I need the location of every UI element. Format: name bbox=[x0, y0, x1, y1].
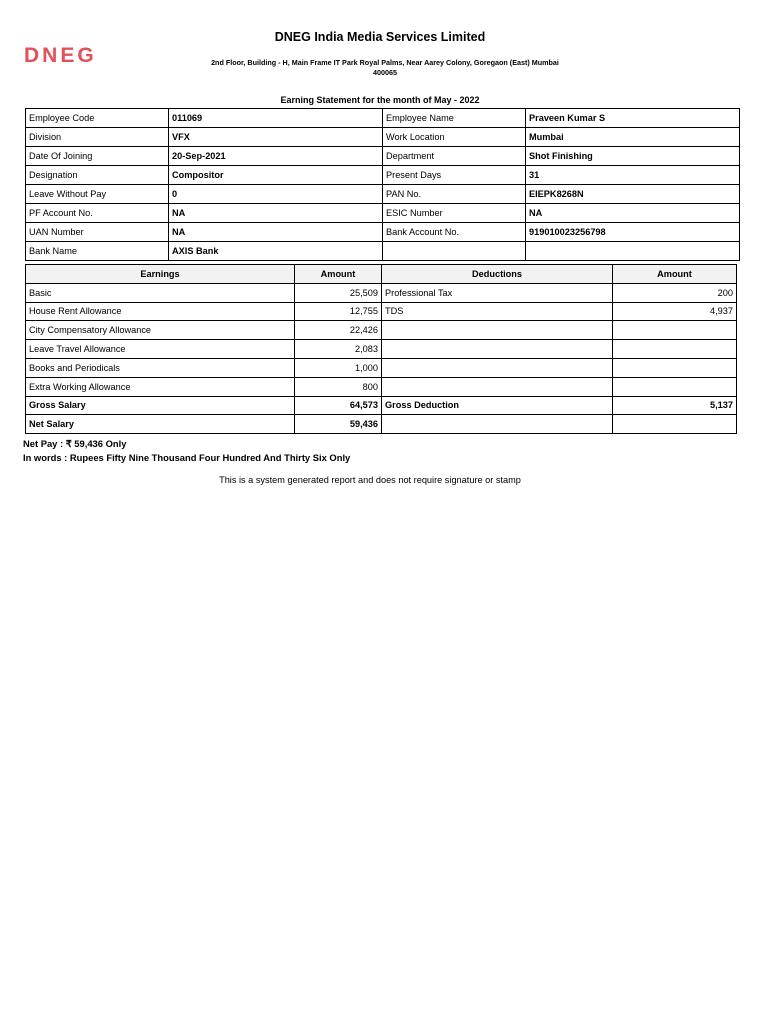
gross-row bbox=[26, 396, 737, 415]
info-label: Work Location bbox=[383, 128, 526, 147]
earning-amount: 800 bbox=[295, 377, 382, 396]
info-label: Employee Code bbox=[26, 109, 169, 128]
net-pay-summary bbox=[23, 437, 350, 465]
info-label: Division bbox=[26, 128, 169, 147]
net-salary-row bbox=[26, 415, 737, 434]
deduction-label bbox=[382, 358, 613, 377]
info-label: UAN Number bbox=[26, 223, 169, 242]
deduction-label: Gross Deduction bbox=[382, 396, 613, 415]
info-row bbox=[26, 204, 740, 223]
company-name: DNEG India Media Services Limited bbox=[274, 30, 486, 44]
info-value: Praveen Kumar S bbox=[526, 109, 740, 128]
earning-amount: 22,426 bbox=[295, 321, 382, 340]
earning-amount: 25,509 bbox=[295, 283, 382, 302]
earning-label: Leave Travel Allowance bbox=[26, 340, 295, 359]
info-row bbox=[26, 166, 740, 185]
info-value: Compositor bbox=[169, 166, 383, 185]
info-value: Shot Finishing bbox=[526, 147, 740, 166]
deduction-amount bbox=[613, 340, 737, 359]
info-value: NA bbox=[169, 223, 383, 242]
deduction-label bbox=[382, 377, 613, 396]
statement-title: Earning Statement for the month of May - 2022 bbox=[280, 95, 480, 105]
pay-row bbox=[26, 302, 737, 321]
info-value: AXIS Bank bbox=[169, 242, 383, 261]
info-value: EIEPK8268N bbox=[526, 185, 740, 204]
info-label: Bank Account No. bbox=[383, 223, 526, 242]
info-value: VFX bbox=[169, 128, 383, 147]
earning-amount: 12,755 bbox=[295, 302, 382, 321]
pay-row bbox=[26, 340, 737, 359]
earning-label: Books and Periodicals bbox=[26, 358, 295, 377]
earning-amount: 64,573 bbox=[295, 396, 382, 415]
earnings-header: Earnings bbox=[26, 265, 295, 284]
deduction-amount: 5,137 bbox=[613, 396, 737, 415]
deduction-amount: 200 bbox=[613, 283, 737, 302]
deduction-label bbox=[382, 340, 613, 359]
employee-info-table bbox=[25, 108, 740, 261]
earning-amount: 2,083 bbox=[295, 340, 382, 359]
deduction-label: TDS bbox=[382, 302, 613, 321]
pay-row bbox=[26, 283, 737, 302]
deduction-amount bbox=[613, 377, 737, 396]
info-row bbox=[26, 242, 740, 261]
earnings-deductions-table bbox=[25, 264, 737, 434]
address-line-2: 400065 bbox=[373, 68, 397, 77]
info-label: Designation bbox=[26, 166, 169, 185]
deductions-header: Deductions bbox=[382, 265, 613, 284]
deduction-label bbox=[382, 415, 613, 434]
info-value: NA bbox=[169, 204, 383, 223]
info-label bbox=[383, 242, 526, 261]
info-label: Present Days bbox=[383, 166, 526, 185]
deduction-label: Professional Tax bbox=[382, 283, 613, 302]
info-row bbox=[26, 185, 740, 204]
deduction-amount bbox=[613, 321, 737, 340]
info-value: 31 bbox=[526, 166, 740, 185]
deduction-amount: 4,937 bbox=[613, 302, 737, 321]
earning-label: Basic bbox=[26, 283, 295, 302]
net-pay-in-words: In words : Rupees Fifty Nine Thousand Four Hundred And Thirty Six Only bbox=[23, 452, 351, 463]
earning-label: Gross Salary bbox=[26, 396, 295, 415]
address-line-1: 2nd Floor, Building - H, Main Frame IT Park Royal Palms, Near Aarey Colony, Goregaon (East) Mumbai bbox=[211, 58, 559, 67]
deduction-label bbox=[382, 321, 613, 340]
info-label: Leave Without Pay bbox=[26, 185, 169, 204]
info-label: Department bbox=[383, 147, 526, 166]
earnings-amount-header: Amount bbox=[295, 265, 382, 284]
info-label: PAN No. bbox=[383, 185, 526, 204]
info-label: Date Of Joining bbox=[26, 147, 169, 166]
dneg-logo bbox=[24, 40, 100, 70]
info-row bbox=[26, 109, 740, 128]
deductions-amount-header: Amount bbox=[613, 265, 737, 284]
info-value: NA bbox=[526, 204, 740, 223]
company-address bbox=[170, 58, 600, 78]
pay-table-header bbox=[26, 265, 737, 284]
earning-label: Extra Working Allowance bbox=[26, 377, 295, 396]
pay-row bbox=[26, 321, 737, 340]
info-value: 919010023256798 bbox=[526, 223, 740, 242]
pay-row bbox=[26, 358, 737, 377]
deduction-amount bbox=[613, 415, 737, 434]
info-row bbox=[26, 147, 740, 166]
logo-text: DNEG bbox=[24, 44, 97, 67]
info-label: ESIC Number bbox=[383, 204, 526, 223]
info-value: 0 bbox=[169, 185, 383, 204]
info-value bbox=[526, 242, 740, 261]
earning-amount: 59,436 bbox=[295, 415, 382, 434]
earning-amount: 1,000 bbox=[295, 358, 382, 377]
info-row bbox=[26, 128, 740, 147]
info-label: Employee Name bbox=[383, 109, 526, 128]
info-label: Bank Name bbox=[26, 242, 169, 261]
net-pay-text: Net Pay : ₹ 59,436 Only bbox=[23, 438, 127, 449]
info-value: 20-Sep-2021 bbox=[169, 147, 383, 166]
info-row bbox=[26, 223, 740, 242]
earning-label: Net Salary bbox=[26, 415, 295, 434]
footer-note: This is a system generated report and does not require signature or stamp bbox=[219, 475, 521, 485]
info-value: Mumbai bbox=[526, 128, 740, 147]
pay-row bbox=[26, 377, 737, 396]
earning-label: House Rent Allowance bbox=[26, 302, 295, 321]
info-value: 011069 bbox=[169, 109, 383, 128]
info-label: PF Account No. bbox=[26, 204, 169, 223]
deduction-amount bbox=[613, 358, 737, 377]
earning-label: City Compensatory Allowance bbox=[26, 321, 295, 340]
